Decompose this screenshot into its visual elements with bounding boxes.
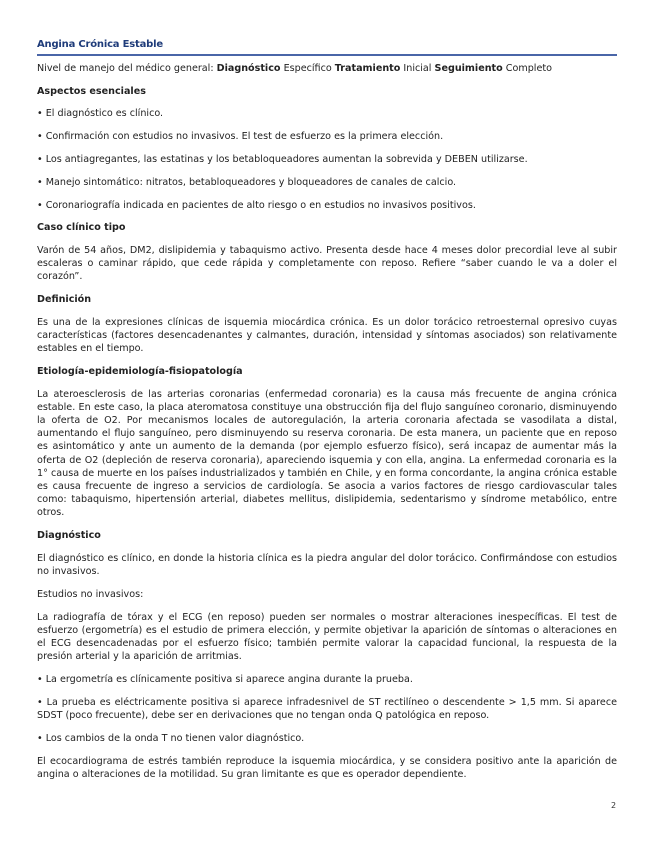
diagnostico-bullet: • La prueba es eléctricamente positiva si aparece infradesnivel de ST rectilíneo o descendente > 1,5 mm. Si aparece SDST (poco frecuente), debe ser en derivaciones que no tengan onda Q patológica en reposo. <box>37 696 617 721</box>
definicion-text: Es una de la expresiones clínicas de isquemia miocárdica crónica. Es un dolor torácico retroesternal opresivo cuyas características (factores desencadenantes y calmantes, duración, intensidad y síntomas asociados) son relativamente estables en el tiempo. <box>37 316 617 355</box>
diagnostico-intro: El diagnóstico es clínico, en donde la historia clínica es la piedra angular del dolor torácico. Confirmándose con estudios no invasivos. <box>37 552 617 577</box>
ecocardiograma-text: El ecocardiograma de estrés también reproduce la isquemia miocárdica, y se considera positivo ante la aparición de angina o alteraciones de la motilidad. Su gran limitante es que es operador dependiente. <box>37 755 617 780</box>
heading-etiologia: Etiología-epidemiología-fisiopatología <box>37 365 243 377</box>
estudios-subheading: Estudios no invasivos: <box>37 588 144 600</box>
document-body <box>37 62 617 791</box>
aspecto-item: • El diagnóstico es clínico. <box>37 108 164 120</box>
heading-aspectos: Aspectos esenciales <box>37 85 146 97</box>
aspecto-item: • Confirmación con estudios no invasivos. El test de esfuerzo es la primera elección. <box>37 131 444 143</box>
diagnostico-bullet: • La ergometría es clínicamente positiva si aparece angina durante la prueba. <box>37 673 413 685</box>
heading-definicion: Definición <box>37 294 92 306</box>
title-underline <box>37 54 617 56</box>
aspecto-item: • Coronariografía indicada en pacientes de alto riesgo o en estudios no invasivos positivos. <box>37 199 476 211</box>
document-title: Angina Crónica Estable <box>37 39 163 50</box>
diagnostico-bullet: • Los cambios de la onda T no tienen valor diagnóstico. <box>37 732 305 744</box>
nivel-manejo: Nivel de manejo del médico general: Diagnóstico Específico Tratamiento Inicial Seguimiento Completo <box>37 63 552 74</box>
etiologia-text: La ateroesclerosis de las arterias coronarias (enfermedad coronaria) es la causa más frecuente de angina crónica estable. En este caso, la placa ateromatosa constituye una obstrucción fija del flujo sanguíneo coronario, disminuyendo la oferta de O2. Por mecanismos locales de autoregulación, la arteria coronaria afectada se vasodilata a distal, aumentando el flujo sanguíneo, pero disminuyendo su reserva coronaria. De esta manera, un paciente que en reposo es asintomático y ante un aumento de la demanda (por ejemplo esfuerzo físico), será incapaz de aumentar más la oferta de O2 (depleción de reserva coronaria), apareciendo isquemia y con ella, angina. La enfermedad coronaria es la 1° causa de muerte en los países industrializados y también en Chile, y en forma concordante, la angina crónica estable es causa frecuente de ingreso a servicios de cardiología. Se asocia a varios factores de riesgo cardiovascular tales como: tabaquismo, hipertensión arterial, diabetes mellitus, dislipidemia, sedentarismo y síndrome metabólico, entre otros. <box>37 388 617 519</box>
caso-text: Varón de 54 años, DM2, dislipidemia y tabaquismo activo. Presenta desde hace 4 meses dolor precordial leve al subir escaleras o caminar rápido, que cede rápida y completamente con reposo. Refiere “saber cuando le va a doler el corazón”. <box>37 244 617 283</box>
heading-diagnostico: Diagnóstico <box>37 530 101 542</box>
aspecto-item: • Manejo sintomático: nitratos, betabloqueadores y bloqueadores de canales de calcio. <box>37 176 457 188</box>
page-number: 2 <box>611 801 617 810</box>
aspecto-item: • Los antiagregantes, las estatinas y los betabloqueadores aumentan la sobrevida y DEBEN utilizarse. <box>37 153 528 165</box>
heading-caso: Caso clínico tipo <box>37 222 126 234</box>
radiografia-text: La radiografía de tórax y el ECG (en reposo) pueden ser normales o mostrar alteraciones inespecíficas. El test de esfuerzo (ergometría) es el estudio de primera elección, y permite objetivar la aparición de síntomas o alteraciones en el ECG desencadenadas por el esfuerzo físico; también permite valorar la capacidad funcional, la respuesta de la presión arterial y la aparición de arritmias. <box>37 611 617 663</box>
